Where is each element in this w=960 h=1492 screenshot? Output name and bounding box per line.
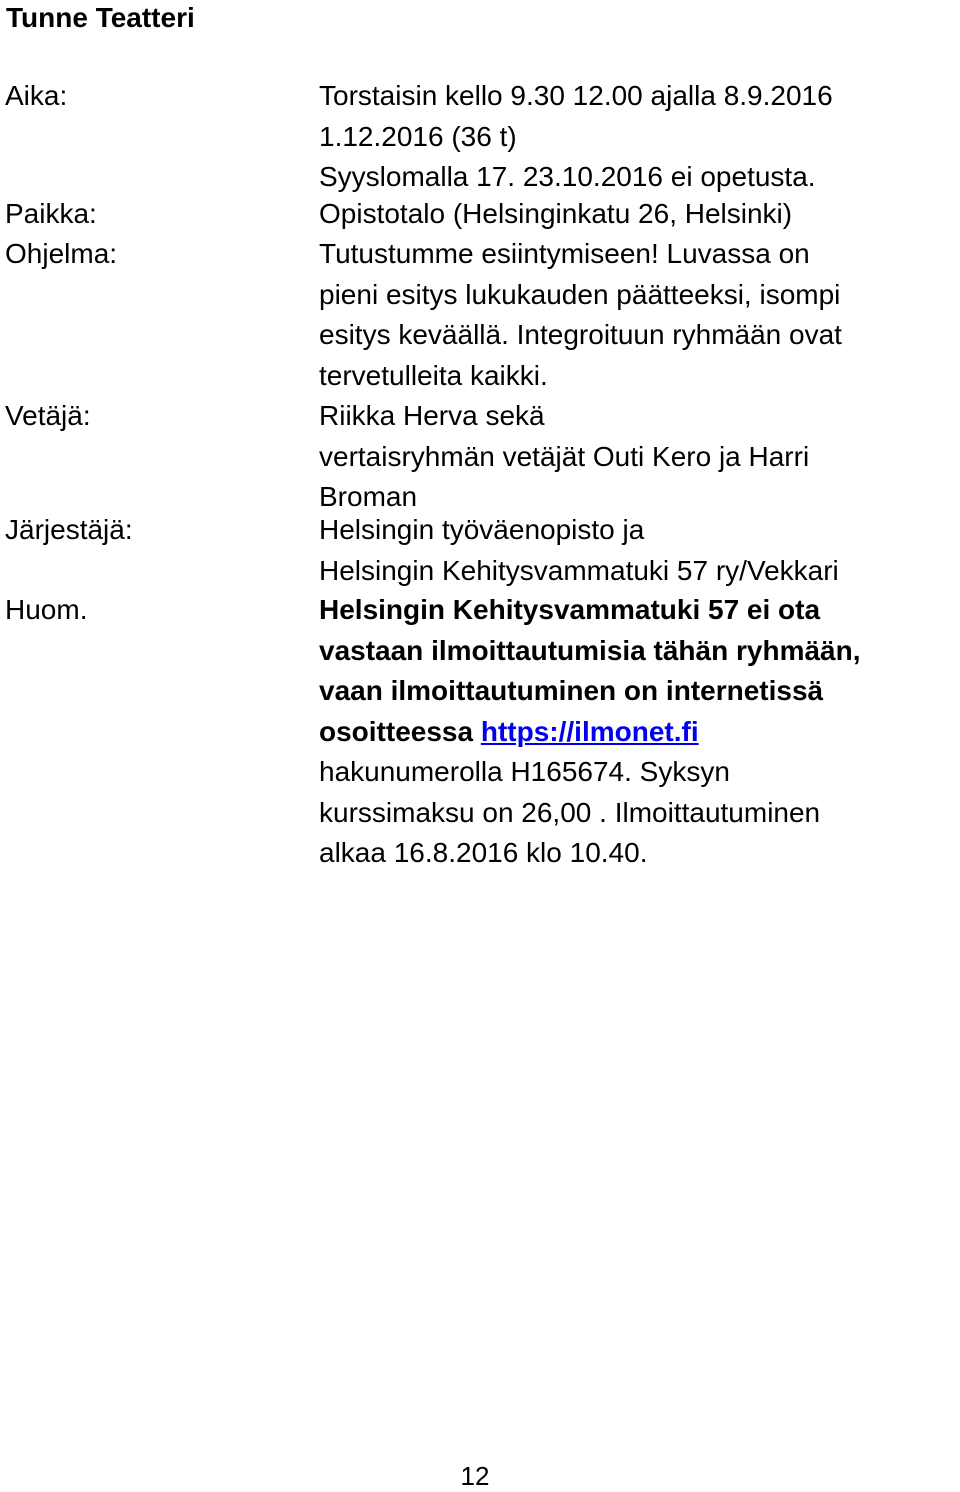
ohjelma-line: esitys keväällä. Integroituun ryhmään ovat [319,319,842,350]
field-value-paikka [319,194,959,235]
field-value-jarjestaja [319,510,959,591]
huom-line: kurssimaksu on 26,00 . Ilmoittautuminen [319,796,821,828]
ohjelma-line: tervetulleita kaikki. [319,359,548,391]
huom-notice-line: Helsingin Kehitysvammatuki 57 ei ota [319,594,821,625]
huom-line: alkaa 16.8.2016 klo 10.40. [319,837,648,868]
field-value-ohjelma [319,234,959,396]
vetaja-line: Riikka Herva sekä [319,400,545,431]
huom-link-prefix: osoitteessa [319,715,481,747]
page-number: 12 [460,1461,490,1491]
field-label-jarjestaja: Järjestäjä: [5,514,133,545]
aika-line: Syyslomalla 17. 23.10.2016 ei opetusta. [319,161,816,192]
aika-line: Torstaisin kello 9.30 12.00 ajalla 8.9.2016 [319,80,833,111]
ilmonet-link[interactable]: https://ilmonet.fi [480,715,699,747]
document-title: Tunne Teatteri [6,2,195,33]
field-label-paikka: Paikka: [5,198,97,229]
vetaja-line: vertaisryhmän vetäjät Outi Kero ja Harri [319,440,810,472]
field-label-aika: Aika: [5,80,68,111]
field-label-ohjelma: Ohjelma: [5,238,118,269]
field-label-vetaja: Vetäjä: [5,400,91,431]
huom-notice-line: vastaan ilmoittautumisia tähän ryhmään, [319,634,861,666]
paikka-line: Opistotalo (Helsinginkatu 26, Helsinki) [319,198,793,229]
jarjestaja-line: Helsingin Kehitysvammatuki 57 ry/Vekkari [319,554,839,586]
jarjestaja-line: Helsingin työväenopisto ja [319,514,645,545]
huom-link-line [319,712,959,753]
field-value-aika [319,76,959,198]
field-value-vetaja [319,396,959,518]
ohjelma-line: Tutustumme esiintymiseen! Luvassa on [319,238,810,269]
field-value-huom [319,590,959,874]
field-label-huom: Huom. [5,594,88,625]
huom-notice-line: vaan ilmoittautuminen on internetissä [319,675,824,706]
huom-line: hakunumerolla H165674. Syksyn [319,756,730,787]
ohjelma-line: pieni esitys lukukauden päätteeksi, isompi [319,278,841,310]
aika-line: 1.12.2016 (36 t) [319,120,517,152]
vetaja-line: Broman [319,481,418,512]
